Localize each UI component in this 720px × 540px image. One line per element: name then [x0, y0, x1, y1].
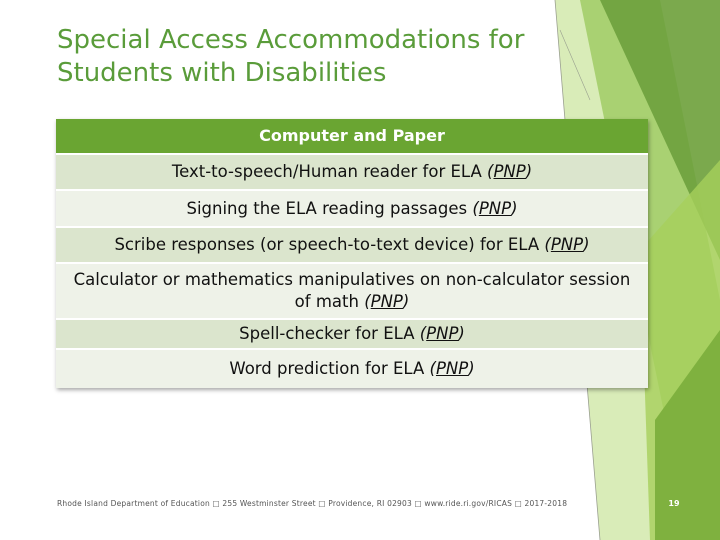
row-text: Text-to-speech/Human reader for ELA (PNP) [171, 162, 533, 181]
table-row [56, 350, 648, 388]
slide-title: Special Access Accommodations for Students with Disabilities [57, 25, 525, 88]
table-row [56, 155, 648, 191]
table-row [56, 228, 648, 264]
row-text: Signing the ELA reading passages (PNP) [186, 198, 518, 218]
row-text: Word prediction for ELA (PNP) [229, 359, 475, 378]
row-text: Calculator or mathematics manipulatives on non-calculator session of math (PNP) [73, 270, 631, 311]
footer-text: Rhode Island Department of Education □ 255 Westminster Street □ Providence, RI 02903 □ www.ride.ri.gov/RICAS □ 2017-2018 [57, 499, 568, 508]
table-row [56, 191, 648, 228]
row-text: Spell-checker for ELA (PNP) [239, 324, 465, 343]
table-row [56, 320, 648, 350]
page-number: 19 [668, 499, 680, 508]
table-row [56, 264, 648, 320]
row-text: Scribe responses (or speech-to-text device) for ELA (PNP) [114, 235, 590, 254]
table-header: Computer and Paper [56, 119, 648, 155]
accommodations-table [56, 119, 648, 388]
